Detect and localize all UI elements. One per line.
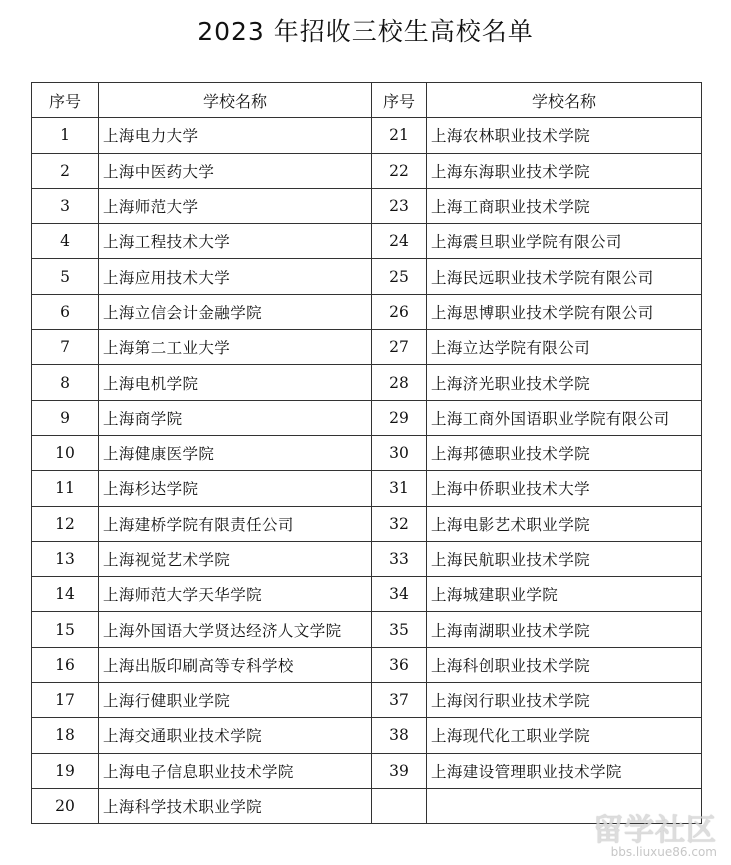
school-name: 上海建桥学院有限责任公司 <box>99 506 372 541</box>
row-number: 10 <box>32 435 99 470</box>
table-row <box>32 718 702 753</box>
school-name: 上海电影艺术职业学院 <box>427 506 702 541</box>
row-number: 31 <box>372 471 427 506</box>
row-number <box>372 788 427 823</box>
school-name: 上海城建职业学院 <box>427 577 702 612</box>
school-name: 上海第二工业大学 <box>99 330 372 365</box>
table-row <box>32 330 702 365</box>
row-number: 11 <box>32 471 99 506</box>
row-number: 39 <box>372 753 427 788</box>
table-row <box>32 577 702 612</box>
row-number: 34 <box>372 577 427 612</box>
row-number: 2 <box>32 153 99 188</box>
school-name: 上海建设管理职业技术学院 <box>427 753 702 788</box>
table-row <box>32 365 702 400</box>
table-row <box>32 118 702 153</box>
table-row <box>32 188 702 223</box>
row-number: 32 <box>372 506 427 541</box>
school-name: 上海商学院 <box>99 400 372 435</box>
school-name: 上海现代化工职业学院 <box>427 718 702 753</box>
table-row <box>32 224 702 259</box>
row-number: 24 <box>372 224 427 259</box>
school-name: 上海电机学院 <box>99 365 372 400</box>
row-number: 26 <box>372 294 427 329</box>
school-name: 上海外国语大学贤达经济人文学院 <box>99 612 372 647</box>
school-name: 上海工商职业技术学院 <box>427 188 702 223</box>
row-number: 12 <box>32 506 99 541</box>
table-row <box>32 683 702 718</box>
school-name: 上海工商外国语职业学院有限公司 <box>427 400 702 435</box>
row-number: 17 <box>32 683 99 718</box>
row-number: 38 <box>372 718 427 753</box>
row-number: 13 <box>32 541 99 576</box>
row-number: 8 <box>32 365 99 400</box>
school-name: 上海电子信息职业技术学院 <box>99 753 372 788</box>
table-row <box>32 541 702 576</box>
table-row <box>32 259 702 294</box>
row-number: 20 <box>32 788 99 823</box>
table-row <box>32 471 702 506</box>
school-name: 上海出版印刷高等专科学校 <box>99 647 372 682</box>
header-num-right: 序号 <box>372 83 427 118</box>
school-name: 上海民远职业技术学院有限公司 <box>427 259 702 294</box>
row-number: 25 <box>372 259 427 294</box>
table-row <box>32 153 702 188</box>
school-name: 上海东海职业技术学院 <box>427 153 702 188</box>
row-number: 37 <box>372 683 427 718</box>
row-number: 5 <box>32 259 99 294</box>
table-row <box>32 506 702 541</box>
school-name: 上海行健职业学院 <box>99 683 372 718</box>
row-number: 18 <box>32 718 99 753</box>
table-row <box>32 294 702 329</box>
school-name: 上海震旦职业学院有限公司 <box>427 224 702 259</box>
school-name: 上海南湖职业技术学院 <box>427 612 702 647</box>
table-row <box>32 400 702 435</box>
row-number: 15 <box>32 612 99 647</box>
school-name: 上海科创职业技术学院 <box>427 647 702 682</box>
watermark-url: bbs.liuxue86.com <box>610 845 717 859</box>
page-title: 2023 年招收三校生高校名单 <box>197 17 534 46</box>
row-number: 28 <box>372 365 427 400</box>
school-name: 上海应用技术大学 <box>99 259 372 294</box>
row-number: 35 <box>372 612 427 647</box>
row-number: 23 <box>372 188 427 223</box>
row-number: 27 <box>372 330 427 365</box>
table-header-row <box>32 83 702 118</box>
school-name: 上海杉达学院 <box>99 471 372 506</box>
school-name: 上海交通职业技术学院 <box>99 718 372 753</box>
row-number: 19 <box>32 753 99 788</box>
row-number: 33 <box>372 541 427 576</box>
school-name: 上海师范大学 <box>99 188 372 223</box>
school-name: 上海电力大学 <box>99 118 372 153</box>
row-number: 21 <box>372 118 427 153</box>
table-row <box>32 612 702 647</box>
header-name-left: 学校名称 <box>99 83 372 118</box>
school-name: 上海健康医学院 <box>99 435 372 470</box>
row-number: 36 <box>372 647 427 682</box>
school-name: 上海邦德职业技术学院 <box>427 435 702 470</box>
row-number: 6 <box>32 294 99 329</box>
header-name-right: 学校名称 <box>427 83 702 118</box>
header-num-left: 序号 <box>32 83 99 118</box>
school-name: 上海工程技术大学 <box>99 224 372 259</box>
school-name: 上海视觉艺术学院 <box>99 541 372 576</box>
row-number: 7 <box>32 330 99 365</box>
table-row <box>32 435 702 470</box>
school-name: 上海农林职业技术学院 <box>427 118 702 153</box>
school-name: 上海中侨职业技术大学 <box>427 471 702 506</box>
school-list-table <box>31 82 702 824</box>
row-number: 16 <box>32 647 99 682</box>
row-number: 1 <box>32 118 99 153</box>
school-name: 上海济光职业技术学院 <box>427 365 702 400</box>
watermark-logo <box>593 805 717 859</box>
table-row <box>32 753 702 788</box>
school-name: 上海科学技术职业学院 <box>99 788 372 823</box>
school-name: 上海民航职业技术学院 <box>427 541 702 576</box>
school-name: 上海闵行职业技术学院 <box>427 683 702 718</box>
watermark-text: 留学社区 <box>593 813 717 848</box>
school-name: 上海思博职业技术学院有限公司 <box>427 294 702 329</box>
school-name: 上海立达学院有限公司 <box>427 330 702 365</box>
row-number: 14 <box>32 577 99 612</box>
school-name: 上海中医药大学 <box>99 153 372 188</box>
school-name: 上海立信会计金融学院 <box>99 294 372 329</box>
table-row <box>32 647 702 682</box>
row-number: 22 <box>372 153 427 188</box>
row-number: 9 <box>32 400 99 435</box>
row-number: 3 <box>32 188 99 223</box>
school-name: 上海师范大学天华学院 <box>99 577 372 612</box>
row-number: 29 <box>372 400 427 435</box>
row-number: 4 <box>32 224 99 259</box>
row-number: 30 <box>372 435 427 470</box>
